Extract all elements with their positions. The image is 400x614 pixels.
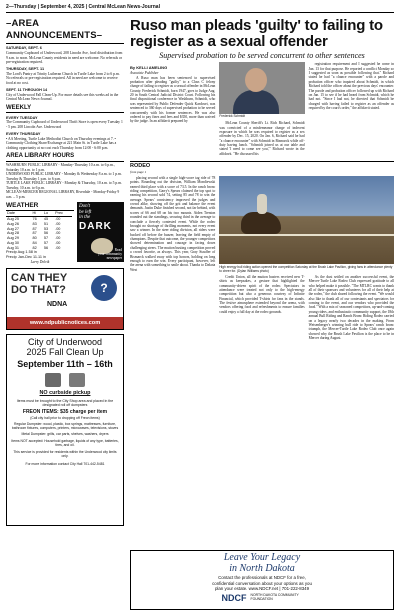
weekly-item (6, 132, 124, 150)
cleanup-ad (6, 334, 124, 526)
weather-cell: .00 (55, 231, 61, 236)
photo-fence (219, 234, 394, 236)
weekly-date: EVERY TUESDAY (6, 115, 38, 120)
dark-ad-line: Don't (79, 204, 91, 210)
precip-year: Precip Jan-Dec 11.11 in (6, 254, 46, 259)
cleanup-freon: FREON ITEMS: $35 charge per item (22, 409, 108, 416)
article-text: registration requirement and I suggested he come in Jan. 13 for that purpose. He reported a conflict Monday so I suggested as soon as possible following that." Richard stated he had "a chance encounter" with a parole and probation officer who inquired about Schmidt, in which Richard told the officer about the previous days' encounter. The parole and probation officer followed up with Richard on Jan. 15 to see if he had heard from Schmidt, which he had not. "Since I had not, he directed that Schmidt be charged with having failed to register as an offender as required by the court's order," the affidavit stated. (308, 62, 394, 111)
announcement-date: SEPT. 11 THROUGH 14 (6, 87, 48, 92)
rodeo-column (219, 275, 304, 342)
ndcf-logo (131, 593, 393, 604)
weather-cell: 84 (32, 240, 37, 245)
question-mark-icon: ? (91, 275, 117, 301)
article-column (309, 62, 394, 157)
library-item: UNDERWOOD PUBLIC LIBRARY - Monday & Wednesday 8 a.m. to 1 p.m. Tuesday & Thursday 1 p.m. to 6 p.m. (6, 172, 122, 181)
cleanup-icons (10, 373, 120, 387)
weather-cell: 87 (32, 231, 37, 236)
weather-cell: Aug 25 (7, 217, 20, 222)
ndna-logo: NDNA (47, 301, 68, 309)
article-column (130, 62, 215, 157)
weather-cell: 82 (32, 245, 37, 250)
weather-title: WEATHER (6, 202, 74, 211)
article-column (219, 62, 304, 157)
dark-ad-tag: Read (114, 247, 122, 252)
weather-cell: 56 (43, 245, 49, 250)
cleanup-text: Metal Dumpster: grills, car parts, shelves, washers, dryers (21, 432, 109, 437)
dark-ad-line: be left (79, 209, 92, 215)
legacy-ad (130, 550, 394, 610)
weather-cell: .00 (55, 236, 61, 241)
article-deck: Supervised probation to be served concurrent to other sentences (159, 50, 365, 60)
weather-cell: Aug 27 (7, 226, 20, 231)
weather-credit: Larry Dolvik (30, 259, 50, 264)
weather-cell: 51 (43, 221, 49, 226)
weather-cell: .00 (55, 245, 61, 250)
weather-cell: .00 (55, 226, 61, 231)
announcement-text: City of Underwood Fall Clean-Up. For more details see this weeks ad in the Central McLean News-Journal. (6, 92, 119, 102)
ndna-line: CAN THEY (11, 272, 68, 285)
weekly-item (6, 116, 124, 130)
weather-cell: 56 (43, 231, 49, 236)
weather-cell: .00 (55, 221, 61, 226)
cleanup-text: Regular Dumpster: wood, plastic, box springs, mattresses, furniture, bathroom fixtures, computers, printers, microwaves, televisions, stoves (11, 421, 119, 431)
cleanup-no-pickup: NO curbside pickup (39, 389, 91, 396)
weather-header: Lo (43, 211, 54, 216)
photo-face (245, 68, 267, 92)
legacy-title: in North Dakota (229, 562, 295, 574)
weekly-text: • AA Meeting, Turtle Lake Methodist Church on Thursday evenings at 7. • Community Clothing Share/Exchange at 221 Main St. in Turtle Lake has a clothing opportunity at no cost each Thursday from 12:00 - 6:00 p.m. (6, 136, 117, 150)
weekly-title: WEEKLY (6, 105, 124, 114)
announcement-date: THURSDAY, SEPT. 11 (6, 67, 45, 72)
weather-cell: Aug 26 (7, 221, 20, 226)
ndna-ad (6, 268, 124, 330)
rodeo-text: Credit Union, all the mutton busters received new T-shirts as keepsakes, a gesture that highlighted the community-driven spirit of the rodeo. Spectators in attendance were treated not only to the high-energy competition but also a generous courtesy of Infinite Financial, which provided T-shirts for fans in the stands. The festive atmosphere extended beyond the arena, with vendors offering food and refreshments to ensure families could enjoy a full day at the rodeo grounds. (219, 274, 305, 314)
weekly-date: EVERY THURSDAY (6, 131, 41, 136)
weather-cell: 80 (32, 236, 37, 241)
weather-cell: .00 (55, 240, 61, 245)
photo-figure (233, 90, 279, 114)
rodeo-body (130, 176, 394, 342)
rodeo-column (130, 176, 215, 342)
left-column (6, 18, 124, 526)
library-item: MCLEAN-MERCER REGIONAL LIBRARY, Riverdale - Monday-Friday 9 a.m. – 5 p.m. (6, 190, 120, 199)
legacy-text: confidential conversation about your options as you (212, 580, 312, 586)
schmidt-photo (219, 62, 304, 114)
weather-cell: 53 (43, 226, 49, 231)
weather-row (6, 202, 124, 264)
weather-cell: 76 (32, 217, 37, 222)
weather-cell: 45 (43, 217, 49, 222)
library-item: TURTLE LAKE PUBLIC LIBRARY - Monday & Thursday, 10 a.m. to 5 p.m. Tuesday, 10 a.m. to 6 p.m. (6, 181, 122, 190)
dark-ad-tag: your community (98, 251, 122, 256)
article-text: McLean County Sheriff's Lt. Rich Richard, Schmidt was convicted of a misdemeanor charge of indecent exposure in which he was required to register as a sex offender by Dec. 15, 2020. On Jan. 6, Richard said he had "a chance encounter" with Schmidt in Bismarck while off-duty having lunch. "Schmidt joined us at our table and stated 'I need to come see you'," Richard wrote in the affidavit. "He discussed his (219, 121, 305, 156)
rodeo-text: As the dust settled on another successful event, the Mercer-Turtle Lake Rodeo Club expressed gratitude to all who helped make it possible. "The MTLRC wants to thank all of their sponsors and volunteers for all of their help at the rodeo," the club shared following the event. "We would also like to thank all of our contestants and spectators for coming to the event, and our vendors who provided the food." With a mix of seasoned competitors, up-and-coming young riders, and enthusiastic community support, the 18th annual Bull Riding and Ranch Bronc Riding Rodeo carried on a legacy nearly two decades in the making. From Weisenberger's winning bull ride to Spears' ranch bronc triumph, the Mercer-Turtle Lake Rodeo Club once again showed why the Brush Lake Pavilion is the place to be in Mercer during August. (308, 274, 394, 341)
announcement-item (6, 46, 124, 64)
rodeo-subcols (219, 275, 394, 342)
rodeo-section (130, 161, 394, 342)
weather-header: Hi (32, 211, 43, 216)
cleanup-contact: For more information contact City Hall 701-442-5481 (25, 461, 105, 466)
rodeo-text: placing second with a single high-score tag ride of 78 points. Rounding out the division, William Mondiewski earned third place with a score of 73.5. In the ranch bronc riding competition, Garry's Spears claimed the top spot to earning his second sold 74, setting 85 and 78 to win the average. Spears' consistency improved the judges and crowd alike, showing off the grit and balance the event demands. Justin Duke finished second, not far behind, with scores of 66 and 68 on his two mounts. Aiden Trenton rounded out the standings, securing third in the average to conclude a fiercely contested event. While the rodeo brought no shortage of thrilling moments, not every event saw a winner. In the steer riding division, all riders were bucked off before the buzzer, leaving the field empty of champions. Despite that outcome, the younger competitors showed determination and courage in facing down challenging steers. The mutton busting competition proved a crowd favorite, as always. This year, Gray Stauffer of Bismarck walked away with top honors, holding on long enough to earn the win. Every participant, however, left the arena with something to smile about. Thanks to Dakota West (130, 175, 216, 272)
weekly-text: The Community Cupboard of Underwood Thrift Store is open every Tuesday 1 - 5 pm. 208 Lincoln Ave. Underwood (6, 120, 123, 129)
rodeo-jump: from page 1 (130, 169, 147, 174)
dark-ad (77, 202, 124, 262)
rodeo-photo-caption: High energy bull riding action opened the competition Saturday at the Brush Lake Pavilion, giving fans in attendance plenty to cheer for. (Dylan Williams photo) (219, 264, 393, 273)
weather-cell: Aug 29 (7, 236, 20, 241)
ndna-headline (11, 273, 67, 296)
announcement-text: Community Cupboard of Underwood, 208 Lincoln Ave, food distribution from 9 a.m. to noon. McLean County residents in need are welcome. No referrals or pre-registration required. (6, 50, 123, 65)
photo-rider (257, 194, 267, 214)
rodeo-right (219, 176, 394, 342)
dark-ad-word: DARK (79, 221, 112, 232)
rodeo-photo (219, 176, 394, 264)
dark-ad-line: in the (79, 214, 91, 220)
announcement-item (6, 67, 124, 85)
ndna-line: DO THAT? (11, 283, 66, 296)
weather-table (6, 211, 72, 250)
article-byline: By KELLI AMELING (130, 65, 168, 71)
cleanup-text: (Call city hall prior to dropping off Freon items) (30, 415, 100, 420)
main-column (130, 18, 394, 342)
dumpster-icon (69, 373, 85, 387)
photo-caption: Frederick Schmidt (219, 114, 246, 119)
article-headline: Ruso man pleads 'guilty' to failing to register as a sexual offender (130, 17, 383, 50)
area-announcements-title: –AREA ANNOUNCEMENTS– (6, 18, 124, 44)
dark-ad-tag: newspaper (106, 255, 122, 260)
precip-aug: Precip Aug 1.58 in (6, 250, 37, 255)
weather-cell: 87 (32, 226, 37, 231)
library-item: WASHBURN PUBLIC LIBRARY - Monday-Thursday 10 a.m. to 6 p.m., Saturday 10 a.m. to 1 p.m. (6, 163, 115, 172)
cleanup-title: City of Underwood (27, 337, 103, 348)
cleanup-text: Items NOT accepted: Household garbage, liquids of any type, batteries, tires, and oil. (11, 438, 119, 447)
article-body (130, 62, 394, 157)
cleanup-text: This service is provided for residents within the Underwood city limits only. (13, 450, 117, 459)
dumpster-icon (45, 373, 61, 387)
weather-box (6, 202, 74, 264)
cleanup-title: 2025 Fall Clean Up (26, 347, 104, 358)
weather-header: Date (6, 211, 32, 216)
rodeo-column (309, 275, 394, 342)
legacy-text[interactable]: plan your estate. www.NDCF.net | 701-222-8349 (214, 586, 310, 591)
cleanup-dates: September 11th – 16th (17, 358, 113, 369)
ndna-url[interactable]: www.ndpublicnotices.com (7, 317, 123, 329)
weather-cell: Aug 28 (7, 231, 20, 236)
weather-cell: .00 (55, 217, 61, 222)
legacy-text: Contact the professionals at NDCF for a free, (218, 575, 306, 580)
weather-header: Prec (54, 211, 72, 216)
ndcf-logo-sub: NORTH DAKOTA COMMUNITY FOUNDATION (250, 593, 299, 602)
weather-cell: 83 (32, 221, 37, 226)
cleanup-text: Items must be brought to the City Shop area and placed in the designated roll off dumpsters (16, 398, 114, 407)
announcement-item (6, 88, 124, 102)
weather-cell: Aug 30 (7, 240, 20, 245)
masthead-line: 2—Thursday | September 4, 2025 | Central McLean News-Journal (6, 4, 394, 13)
ndcf-logo-text: NDCF (221, 592, 247, 603)
photo-bull (241, 212, 281, 234)
library-title: AREA LIBRARY HOURS (6, 153, 124, 162)
article-byline-role: Associate Publisher (130, 71, 159, 76)
announcement-text: The Lord's Pantry at Trinity Lutheran Church in Turtle Lake from 2 to 6 p.m. No referrals or pre-registration required. All in need are welcome to receive food at no cost. (6, 71, 120, 85)
legacy-title: Leave Your Legacy (223, 552, 301, 563)
weather-cell: 57 (43, 236, 49, 241)
rodeo-title: RODEO (130, 162, 151, 169)
weather-cell: Aug 31 (7, 245, 20, 250)
article-text: A Ruso man has been sentenced to supervised probation after pleading "guilty" to a Class C felony charge of failing to register as a sexual offender in McLean County. Frederick Schmidt, born 1947, goes to Judge Aug. 20 in South Central Judicial District Court. Following his final dispositional conference in Washburn, Schmidt, who was represented by Public Defender Quick Kardosei, was sentenced to 360 days of supervised probation to be served concurrently with his former sentences. He was also ordered to pay fines and fees and $350, more than waived by the judge. In an affidavit prepared by (130, 75, 216, 124)
announcement-date: SATURDAY, SEPT. 6 (6, 46, 42, 51)
weather-cell: 57 (43, 240, 49, 245)
